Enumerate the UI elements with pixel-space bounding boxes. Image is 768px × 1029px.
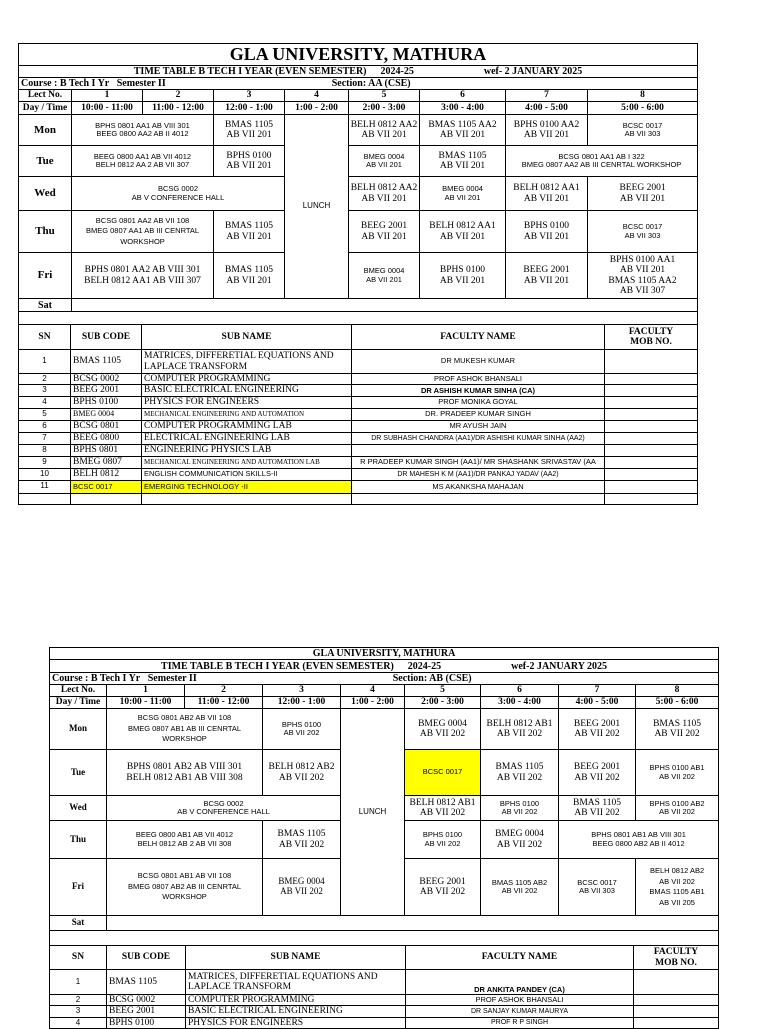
mob-cell bbox=[605, 420, 698, 432]
sub-code-cell: BCSG 0801 bbox=[71, 420, 142, 432]
time-slot: 5:00 - 6:00 bbox=[588, 102, 698, 115]
sn-cell: 10 bbox=[19, 468, 71, 480]
sn-cell: 1 bbox=[50, 970, 107, 995]
slot-cell: BELH 0812 AB2 AB VII 202 bbox=[263, 750, 341, 796]
faculty-cell: PROF MONIKA GOYAL bbox=[352, 396, 605, 408]
slot-cell: BMEG 0004 AB VII 202 bbox=[405, 709, 481, 750]
day-label: Sat bbox=[19, 299, 72, 312]
mob-cell bbox=[605, 480, 698, 493]
empty-cell bbox=[19, 493, 71, 504]
sub-code-cell: BMAS 1105 bbox=[107, 970, 186, 995]
course-row: Course : B Tech I Yr Semester II Section: AA (CSE) bbox=[19, 78, 698, 90]
day-row-sat bbox=[19, 299, 698, 312]
sn-cell: 4 bbox=[19, 396, 71, 408]
slot-cell: BEEG 2001 AB VII 202 bbox=[559, 750, 636, 796]
lect-row bbox=[19, 90, 698, 102]
table-row bbox=[19, 456, 698, 468]
time-slot: 5:00 - 6:00 bbox=[636, 697, 719, 709]
day-label: Fri bbox=[50, 859, 107, 916]
slot-cell: BPHS 0801 AB2 AB VIII 301 BELH 0812 AB1 AB VIII 308 bbox=[107, 750, 263, 796]
slot-cell: BCSG 0801 AA2 AB VII 108 BMEG 0807 AA1 AB III CENRTAL WORKSHOP bbox=[72, 211, 214, 253]
sub-code-cell: BPHS 0100 bbox=[107, 1017, 186, 1028]
day-time-label: Day / Time bbox=[19, 102, 72, 115]
timetable-aa bbox=[18, 43, 698, 325]
slot-cell: BELH 0812 AA2 AB VII 201 bbox=[349, 115, 420, 146]
slot-cell: BELH 0812 AB1 AB VII 202 bbox=[481, 709, 559, 750]
timetable-sheet-ab bbox=[49, 647, 719, 1029]
mob-cell bbox=[605, 408, 698, 420]
table-row bbox=[19, 444, 698, 456]
sn-cell: 6 bbox=[19, 420, 71, 432]
slot-cell: BCSG 0002 AB V CONFERENCE HALL bbox=[72, 177, 285, 211]
mob-cell bbox=[634, 970, 719, 995]
empty-cell bbox=[352, 493, 605, 504]
day-label: Mon bbox=[19, 115, 72, 146]
sub-code-cell: BEEG 2001 bbox=[107, 1006, 186, 1017]
sub-name-cell: COMPUTER PROGRAMMING bbox=[186, 995, 406, 1006]
slot-cell: BELH 0812 AB2 AB VII 202 BMAS 1105 AB1 AB VII 205 bbox=[636, 859, 719, 916]
subjects-table-ab bbox=[49, 945, 719, 1029]
empty-cell bbox=[107, 916, 719, 931]
sn-cell: 7 bbox=[19, 432, 71, 444]
sub-name-cell: ENGLISH COMMUNICATION SKILLS-II bbox=[142, 468, 352, 480]
lect-label: Lect No. bbox=[19, 90, 72, 102]
university-title: GLA UNIVERSITY, MATHURA bbox=[19, 44, 698, 66]
sn-cell: 11 bbox=[19, 480, 71, 493]
day-label: Sat bbox=[50, 916, 107, 931]
slot-cell: BMEG 0004 AB VII 201 bbox=[349, 146, 420, 177]
lect-no: 5 bbox=[349, 90, 420, 102]
lunch-cell: LUNCH bbox=[341, 709, 405, 916]
time-slot: 2:00 - 3:00 bbox=[405, 697, 481, 709]
faculty-cell: DR. PRADEEP KUMAR SINGH bbox=[352, 408, 605, 420]
sn-cell: 1 bbox=[19, 350, 71, 374]
sub-name-cell: MATRICES, DIFFERETIAL EQUATIONS AND LAPLACE TRANSFORM bbox=[186, 970, 406, 995]
slot-cell: BMAS 1105 AB VII 202 bbox=[481, 750, 559, 796]
time-slot: 11:00 - 12:00 bbox=[185, 697, 263, 709]
mob-cell bbox=[605, 432, 698, 444]
faculty-cell: DR MUKESH KUMAR bbox=[352, 350, 605, 374]
mob-cell bbox=[605, 468, 698, 480]
day-row-mon bbox=[50, 709, 719, 750]
sn-cell: 3 bbox=[19, 385, 71, 396]
table-row bbox=[50, 1017, 719, 1028]
sub-code-cell: BCSG 0002 bbox=[71, 374, 142, 385]
sub-code-cell: BMEG 0004 bbox=[71, 408, 142, 420]
mob-cell bbox=[605, 374, 698, 385]
sub-name-cell: MATRICES, DIFFERETIAL EQUATIONS AND LAPLACE TRANSFORM bbox=[142, 350, 352, 374]
slot-cell: BMAS 1105 AB2 AB VII 202 bbox=[481, 859, 559, 916]
faculty-cell bbox=[352, 444, 605, 456]
faculty-cell: PROF ASHOK BHANSALI bbox=[352, 374, 605, 385]
faculty-cell: PROF ASHOK BHANSALI bbox=[406, 995, 634, 1006]
lect-no: 4 bbox=[285, 90, 349, 102]
time-slot: 1:00 - 2:00 bbox=[285, 102, 349, 115]
mob-cell bbox=[605, 350, 698, 374]
day-label: Wed bbox=[19, 177, 72, 211]
day-label: Thu bbox=[50, 821, 107, 859]
sub-name-header: SUB NAME bbox=[142, 325, 352, 350]
sn-header: SN bbox=[19, 325, 71, 350]
sub-code-cell: BELH 0812 bbox=[71, 468, 142, 480]
table-row bbox=[19, 420, 698, 432]
table-row bbox=[19, 385, 698, 396]
slot-cell: BPHS 0100 AB VII 202 bbox=[405, 821, 481, 859]
slot-cell: BEEG 2001 AB VII 202 bbox=[559, 709, 636, 750]
sub-code-header: SUB CODE bbox=[107, 946, 186, 970]
slot-cell: BPHS 0100 AA2 AB VII 201 bbox=[506, 115, 588, 146]
faculty-mob-header: FACULTY MOB NO. bbox=[634, 946, 719, 970]
sub-code-cell: BEEG 2001 bbox=[71, 385, 142, 396]
day-row-wed bbox=[19, 177, 698, 211]
faculty-cell: DR SANJAY KUMAR MAURYA bbox=[406, 1006, 634, 1017]
timetable-sheet-aa bbox=[18, 43, 698, 505]
sub-code-cell: BPHS 0801 bbox=[71, 444, 142, 456]
time-slot: 10:00 - 11:00 bbox=[107, 697, 185, 709]
lect-no: 7 bbox=[506, 90, 588, 102]
spacer-row bbox=[19, 312, 698, 325]
time-slot: 2:00 - 3:00 bbox=[349, 102, 420, 115]
lect-no: 3 bbox=[214, 90, 285, 102]
slot-cell: BPHS 0100 AB2 AB VII 202 bbox=[636, 796, 719, 821]
mob-cell bbox=[605, 385, 698, 396]
day-row-mon bbox=[19, 115, 698, 146]
slot-cell: BCSC 0017 AB VII 303 bbox=[588, 115, 698, 146]
faculty-name-header: FACULTY NAME bbox=[406, 946, 634, 970]
day-row-fri bbox=[19, 253, 698, 299]
empty-cell bbox=[72, 299, 698, 312]
sub-name-cell: ENGINEERING PHYSICS LAB bbox=[142, 444, 352, 456]
slot-cell: BMAS 1105 AB VII 202 bbox=[636, 709, 719, 750]
time-slot: 11:00 - 12:00 bbox=[143, 102, 214, 115]
sn-cell: 5 bbox=[19, 408, 71, 420]
faculty-cell: DR SUBHASH CHANDRA (AA1)/DR ASHISHI KUMAR SINHA (AA2) bbox=[352, 432, 605, 444]
time-row bbox=[19, 102, 698, 115]
day-label: Mon bbox=[50, 709, 107, 750]
table-row bbox=[19, 350, 698, 374]
slot-cell: BEEG 2001 AB VII 202 bbox=[405, 859, 481, 916]
faculty-mob-header: FACULTY MOB NO. bbox=[605, 325, 698, 350]
slot-cell: BEEG 2001 AB VII 201 bbox=[349, 211, 420, 253]
sub-name-cell: COMPUTER PROGRAMMING bbox=[142, 374, 352, 385]
day-label: Fri bbox=[19, 253, 72, 299]
slot-cell: BPHS 0100 AB VII 201 bbox=[214, 146, 285, 177]
slot-cell: BMAS 1105 AB VII 202 bbox=[263, 821, 341, 859]
slot-cell: BELH 0812 AB1 AB VII 202 bbox=[405, 796, 481, 821]
sn-header: SN bbox=[50, 946, 107, 970]
table-row bbox=[19, 468, 698, 480]
time-slot: 12:00 - 1:00 bbox=[263, 697, 341, 709]
sub-name-cell: MECHANICAL ENGINEERING AND AUTOMATION bbox=[142, 408, 352, 420]
lunch-cell: LUNCH bbox=[285, 115, 349, 299]
slot-cell: BCSC 0017 AB VII 303 bbox=[588, 211, 698, 253]
sub-code-cell: BCSG 0002 bbox=[107, 995, 186, 1006]
slot-cell: BMAS 1105 AB VII 201 bbox=[214, 253, 285, 299]
time-slot: 3:00 - 4:00 bbox=[481, 697, 559, 709]
slot-cell: BPHS 0100 AB VII 202 bbox=[263, 709, 341, 750]
faculty-cell: PROF R P SINGH bbox=[406, 1017, 634, 1028]
slot-cell: BPHS 0801 AA2 AB VIII 301 BELH 0812 AA1 AB VIII 307 bbox=[72, 253, 214, 299]
slot-cell: BELH 0812 AA1 AB VII 201 bbox=[420, 211, 506, 253]
lect-no: 2 bbox=[185, 685, 263, 697]
lect-no: 4 bbox=[341, 685, 405, 697]
mob-cell bbox=[634, 995, 719, 1006]
course-row: Course : B Tech I Yr Semester II Section: AB (CSE) bbox=[50, 673, 719, 685]
time-row bbox=[50, 697, 719, 709]
empty-cell bbox=[142, 493, 352, 504]
faculty-cell: MR AYUSH JAIN bbox=[352, 420, 605, 432]
lect-no: 3 bbox=[263, 685, 341, 697]
day-label: Thu bbox=[19, 211, 72, 253]
day-row-thu bbox=[19, 211, 698, 253]
mob-cell bbox=[634, 1006, 719, 1017]
sub-name-cell: PHYSICS FOR ENGINEERS bbox=[186, 1017, 406, 1028]
slot-cell: BCSC 0017 bbox=[405, 750, 481, 796]
slot-cell: BCSG 0801 AB2 AB VII 108 BMEG 0807 AB1 AB III CENRTAL WORKSHOP bbox=[107, 709, 263, 750]
university-title: GLA UNIVERSITY, MATHURA bbox=[50, 648, 719, 660]
day-label: Tue bbox=[50, 750, 107, 796]
slot-cell: BPHS 0801 AA1 AB VIII 301 BEEG 0800 AA2 AB II 4012 bbox=[72, 115, 214, 146]
sn-cell: 9 bbox=[19, 456, 71, 468]
slot-cell: BMAS 1105 AA2 AB VII 201 bbox=[420, 115, 506, 146]
day-label: Wed bbox=[50, 796, 107, 821]
sub-name-cell: PHYSICS FOR ENGINEERS bbox=[142, 396, 352, 408]
slot-cell: BMAS 1105 AB VII 201 bbox=[214, 115, 285, 146]
faculty-cell: MS AKANKSHA MAHAJAN bbox=[352, 480, 605, 493]
slot-cell: BPHS 0100 AB1 AB VII 202 bbox=[636, 750, 719, 796]
table-row bbox=[50, 970, 719, 995]
table-row bbox=[19, 374, 698, 385]
slot-cell: BPHS 0801 AB1 AB VIII 301 BEEG 0800 AB2 AB II 4012 bbox=[559, 821, 719, 859]
timetable-header: TIME TABLE B TECH I YEAR (EVEN SEMESTER) 2024-25 wef- 2 JANUARY 2025 bbox=[19, 66, 698, 78]
slot-cell: BEEG 2001 AB VII 201 bbox=[506, 253, 588, 299]
lect-no: 6 bbox=[420, 90, 506, 102]
slot-cell: BPHS 0100 AA1 AB VII 201 BMAS 1105 AA2 AB VII 307 bbox=[588, 253, 698, 299]
table-row bbox=[50, 1006, 719, 1017]
time-slot: 10:00 - 11:00 bbox=[72, 102, 143, 115]
slot-cell: BEEG 0800 AB1 AB VII 4012 BELH 0812 AB 2 AB VII 308 bbox=[107, 821, 263, 859]
sub-name-header: SUB NAME bbox=[186, 946, 406, 970]
sub-code-cell: BMEG 0807 bbox=[71, 456, 142, 468]
lect-no: 1 bbox=[72, 90, 143, 102]
faculty-cell: DR MAHESH K M (AA1)/DR PANKAJ YADAV (AA2) bbox=[352, 468, 605, 480]
slot-cell: BEEG 2001 AB VII 201 bbox=[588, 177, 698, 211]
slot-cell: BELH 0812 AA2 AB VII 201 bbox=[349, 177, 420, 211]
subjects-table-aa bbox=[18, 324, 698, 505]
sub-name-cell: BASIC ELECTRICAL ENGINEERING bbox=[186, 1006, 406, 1017]
faculty-name-header: FACULTY NAME bbox=[352, 325, 605, 350]
table-row bbox=[19, 493, 698, 504]
sub-name-cell: MECHANICAL ENGINEERING AND AUTOMATION LAB bbox=[142, 456, 352, 468]
slot-cell: BPHS 0100 AB VII 201 bbox=[420, 253, 506, 299]
slot-cell: BMAS 1105 AB VII 201 bbox=[420, 146, 506, 177]
slot-cell: BMEG 0004 AB VII 201 bbox=[349, 253, 420, 299]
slot-cell: BPHS 0100 AB VII 201 bbox=[506, 211, 588, 253]
slot-cell: BMAS 1105 AB VII 201 bbox=[214, 211, 285, 253]
slot-cell: BCSG 0002 AB V CONFERENCE HALL bbox=[107, 796, 341, 821]
lect-no: 2 bbox=[143, 90, 214, 102]
timetable-ab bbox=[49, 647, 719, 946]
mob-cell bbox=[605, 444, 698, 456]
sub-code-cell: BPHS 0100 bbox=[71, 396, 142, 408]
time-slot: 1:00 - 2:00 bbox=[341, 697, 405, 709]
lect-no: 8 bbox=[636, 685, 719, 697]
subjects-header bbox=[19, 325, 698, 350]
sn-cell: 4 bbox=[50, 1017, 107, 1028]
slot-cell: BMEG 0004 AB VII 201 bbox=[420, 177, 506, 211]
table-row bbox=[19, 408, 698, 420]
time-slot: 3:00 - 4:00 bbox=[420, 102, 506, 115]
sub-name-cell: COMPUTER PROGRAMMING LAB bbox=[142, 420, 352, 432]
mob-cell bbox=[605, 456, 698, 468]
timetable-header: TIME TABLE B TECH I YEAR (EVEN SEMESTER) 2024-25 wef-2 JANUARY 2025 bbox=[50, 660, 719, 673]
sub-code-cell: BEEG 0800 bbox=[71, 432, 142, 444]
sn-cell: 2 bbox=[19, 374, 71, 385]
sub-code-cell: BMAS 1105 bbox=[71, 350, 142, 374]
slot-cell: BELH 0812 AA1 AB VII 201 bbox=[506, 177, 588, 211]
slot-cell: BMAS 1105 AB VII 202 bbox=[559, 796, 636, 821]
sub-code-header: SUB CODE bbox=[71, 325, 142, 350]
mob-cell bbox=[634, 1017, 719, 1028]
faculty-cell: DR ASHISH KUMAR SINHA (CA) bbox=[352, 385, 605, 396]
slot-cell: BMEG 0004 AB VII 202 bbox=[263, 859, 341, 916]
sub-name-cell: ELECTRICAL ENGINEERING LAB bbox=[142, 432, 352, 444]
lect-no: 7 bbox=[559, 685, 636, 697]
faculty-cell: DR ANKITA PANDEY (CA) bbox=[406, 970, 634, 995]
lect-no: 5 bbox=[405, 685, 481, 697]
sub-name-cell: EMERGING TECHNOLOGY -II bbox=[142, 480, 352, 493]
sub-name-cell: BASIC ELECTRICAL ENGINEERING bbox=[142, 385, 352, 396]
slot-cell: BCSG 0801 AA1 AB I 322 BMEG 0807 AA2 AB III CENRTAL WORKSHOP bbox=[506, 146, 698, 177]
day-row-tue bbox=[19, 146, 698, 177]
lect-label: Lect No. bbox=[50, 685, 107, 697]
table-row bbox=[19, 396, 698, 408]
lect-no: 6 bbox=[481, 685, 559, 697]
empty-cell bbox=[605, 493, 698, 504]
faculty-cell: R PRADEEP KUMAR SINGH (AA1)/ MR SHASHANK SRIVASTAV (AA bbox=[352, 456, 605, 468]
table-row bbox=[19, 480, 698, 493]
slot-cell: BPHS 0100 AB VII 202 bbox=[481, 796, 559, 821]
slot-cell: BEEG 0800 AA1 AB VII 4012 BELH 0812 AA 2 AB VII 307 bbox=[72, 146, 214, 177]
sub-code-cell: BCSC 0017 bbox=[71, 480, 142, 493]
slot-cell: BCSC 0017 AB VII 303 bbox=[559, 859, 636, 916]
day-label: Tue bbox=[19, 146, 72, 177]
subjects-header bbox=[50, 946, 719, 970]
sn-cell: 3 bbox=[50, 1006, 107, 1017]
sn-cell: 8 bbox=[19, 444, 71, 456]
time-slot: 4:00 - 5:00 bbox=[506, 102, 588, 115]
lect-no: 1 bbox=[107, 685, 185, 697]
table-row bbox=[19, 432, 698, 444]
spacer-row bbox=[50, 931, 719, 946]
empty-cell bbox=[71, 493, 142, 504]
day-row-sat bbox=[50, 916, 719, 931]
sn-cell: 2 bbox=[50, 995, 107, 1006]
slot-cell: BMEG 0004 AB VII 202 bbox=[481, 821, 559, 859]
time-slot: 12:00 - 1:00 bbox=[214, 102, 285, 115]
slot-cell: BCSG 0801 AB1 AB VII 108 BMEG 0807 AB2 AB III CENRTAL WORKSHOP bbox=[107, 859, 263, 916]
table-row bbox=[50, 995, 719, 1006]
lect-row bbox=[50, 685, 719, 697]
lect-no: 8 bbox=[588, 90, 698, 102]
day-time-label: Day / Time bbox=[50, 697, 107, 709]
mob-cell bbox=[605, 396, 698, 408]
time-slot: 4:00 - 5:00 bbox=[559, 697, 636, 709]
